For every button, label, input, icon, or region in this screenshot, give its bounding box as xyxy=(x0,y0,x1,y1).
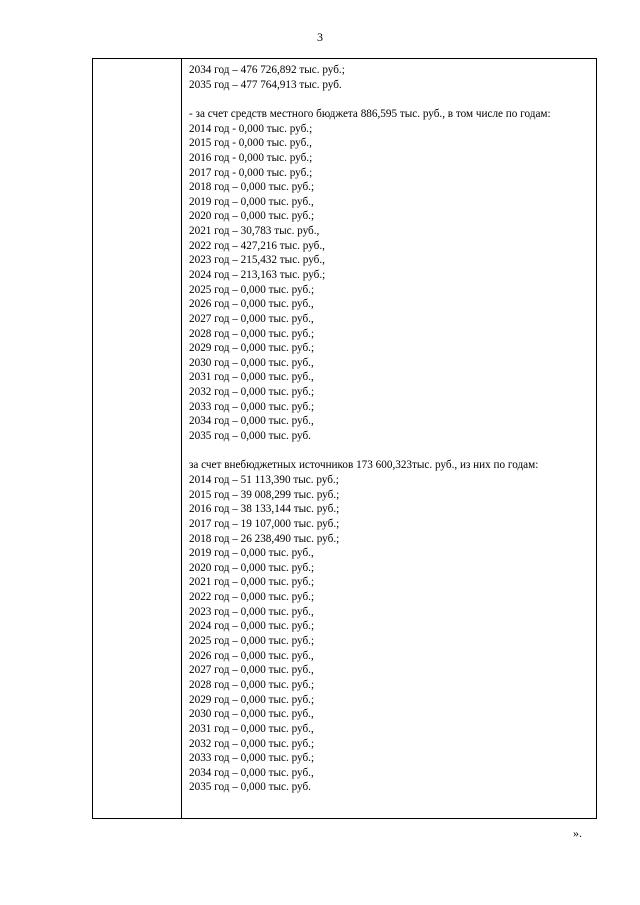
funding-year-line: 2016 год - 0,000 тыс. руб.; xyxy=(189,151,313,164)
funding-year-line: 2015 год – 39 008,299 тыс. руб.; xyxy=(189,488,340,501)
funding-year-line: 2019 год – 0,000 тыс. руб., xyxy=(189,195,314,208)
funding-year-line: 2019 год – 0,000 тыс. руб., xyxy=(189,547,314,560)
funding-year-line: 2035 год – 477 764,913 тыс. руб. xyxy=(189,78,342,91)
funding-year-line: 2020 год – 0,000 тыс. руб.; xyxy=(189,210,315,223)
funding-year-line: 2017 год – 19 107,000 тыс. руб.; xyxy=(189,517,340,530)
funding-year-line: 2014 год – 51 113,390 тыс. руб.; xyxy=(189,473,339,486)
funding-year-line: 2014 год - 0,000 тыс. руб.; xyxy=(189,122,313,135)
page-number: 3 xyxy=(317,30,323,44)
funding-year-line: 2034 год – 476 726,892 тыс. руб.; xyxy=(189,64,345,76)
funding-year-line: 2034 год – 0,000 тыс. руб., xyxy=(189,415,314,428)
funding-year-line: 2018 год – 0,000 тыс. руб.; xyxy=(189,181,315,194)
funding-year-line: 2031 год – 0,000 тыс. руб., xyxy=(189,371,314,384)
funding-year-line: 2024 год – 0,000 тыс. руб.; xyxy=(189,620,315,633)
funding-year-line: 2023 год – 0,000 тыс. руб., xyxy=(189,605,314,618)
funding-year-line: 2025 год – 0,000 тыс. руб.; xyxy=(189,635,315,648)
funding-year-line: 2030 год – 0,000 тыс. руб., xyxy=(189,708,314,721)
funding-year-line: 2022 год – 0,000 тыс. руб.; xyxy=(189,591,315,604)
funding-year-line: 2032 год – 0,000 тыс. руб.; xyxy=(189,386,315,399)
funding-year-line: 2026 год – 0,000 тыс. руб., xyxy=(189,649,314,662)
funding-year-line: 2027 год – 0,000 тыс. руб., xyxy=(189,664,314,677)
funding-year-line: 2028 год – 0,000 тыс. руб.; xyxy=(189,327,315,340)
funding-year-line: 2023 год – 215,432 тыс. руб., xyxy=(189,254,325,267)
section-intro: за счет внебюджетных источников 173 600,323тыс. руб., из них по годам: xyxy=(189,459,539,472)
funding-year-line: 2035 год – 0,000 тыс. руб. xyxy=(189,781,311,794)
funding-year-line: 2018 год – 26 238,490 тыс. руб.; xyxy=(189,532,340,545)
funding-year-line: 2035 год – 0,000 тыс. руб. xyxy=(189,430,311,443)
funding-year-line: 2025 год – 0,000 тыс. руб.; xyxy=(189,283,315,296)
funding-table xyxy=(92,58,597,819)
funding-year-line: 2015 год - 0,000 тыс. руб., xyxy=(189,137,312,150)
funding-year-line: 2026 год – 0,000 тыс. руб., xyxy=(189,298,314,311)
funding-year-line: 2029 год – 0,000 тыс. руб.; xyxy=(189,693,315,706)
funding-cell xyxy=(189,63,594,795)
funding-year-line: 2033 год – 0,000 тыс. руб.; xyxy=(189,752,315,765)
section-spacer xyxy=(189,444,594,459)
funding-year-line: 2031 год – 0,000 тыс. руб., xyxy=(189,722,314,735)
section-spacer xyxy=(189,92,594,107)
funding-year-line: 2021 год – 0,000 тыс. руб.; xyxy=(189,576,315,589)
funding-year-line: 2029 год – 0,000 тыс. руб.; xyxy=(189,342,315,355)
funding-year-line: 2020 год – 0,000 тыс. руб.; xyxy=(189,561,315,574)
funding-year-line: 2024 год – 213,163 тыс. руб.; xyxy=(189,268,326,281)
closing-quote-mark: ». xyxy=(573,826,582,840)
funding-year-line: 2032 год – 0,000 тыс. руб.; xyxy=(189,737,315,750)
funding-year-line: 2034 год – 0,000 тыс. руб., xyxy=(189,766,314,779)
funding-year-line: 2021 год – 30,783 тыс. руб., xyxy=(189,225,320,238)
column-divider xyxy=(181,59,182,818)
funding-year-line: 2030 год – 0,000 тыс. руб., xyxy=(189,356,314,369)
section-intro: - за счет средств местного бюджета 886,595 тыс. руб., в том числе по годам: xyxy=(189,107,551,120)
funding-year-line: 2028 год – 0,000 тыс. руб.; xyxy=(189,678,315,691)
funding-year-line: 2022 год – 427,216 тыс. руб., xyxy=(189,239,325,252)
funding-year-line: 2017 год - 0,000 тыс. руб.; xyxy=(189,166,313,179)
funding-year-line: 2033 год – 0,000 тыс. руб.; xyxy=(189,400,315,413)
funding-year-line: 2016 год – 38 133,144 тыс. руб.; xyxy=(189,503,340,516)
funding-year-line: 2027 год – 0,000 тыс. руб., xyxy=(189,312,314,325)
